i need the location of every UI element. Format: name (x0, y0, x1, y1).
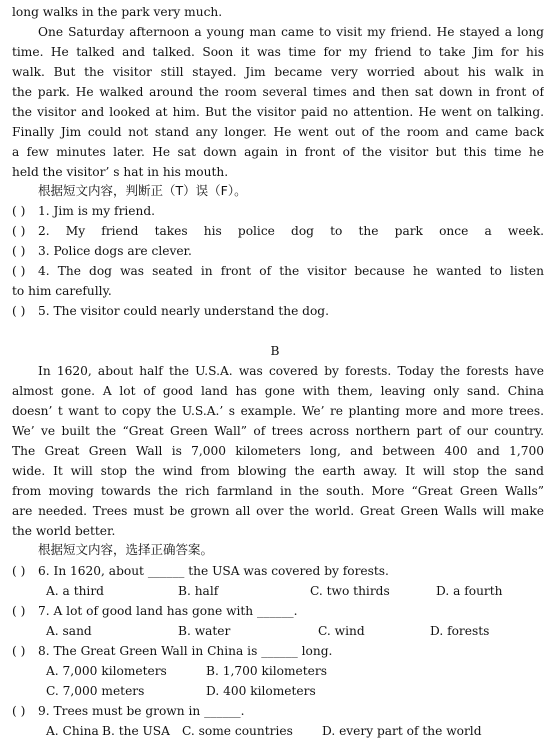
passage-b-line: doesn’ t want to copy the U.S.A.’ s example. We’ re planting more and more trees. (12, 404, 544, 418)
passage-a-line: held the visitor’ s hat in his mouth. (12, 165, 229, 179)
answer-blank[interactable]: ( ) (12, 304, 26, 318)
question-row (12, 701, 544, 721)
passage-b-line: from moving towards the rich farmland in the south. More “Great Green Walls” (12, 484, 544, 498)
passage-a-line: time. He talked and talked. Soon it was time for my friend to take Jim for his (12, 45, 544, 59)
passage-b-line: We’ ve built the “Great Green Wall” of trees across northern part of our country. (12, 424, 544, 438)
options-row (46, 681, 544, 701)
instruction-b: 根据短文内容，选择正确答案。 (38, 542, 214, 557)
option[interactable]: D. a fourth (436, 584, 503, 598)
passage-a-line: the park. He walked around the room several times and then sat down in front of (12, 85, 544, 99)
option[interactable]: C. two thirds (310, 584, 390, 598)
question-text: 7. A lot of good land has gone with ______. (38, 604, 298, 618)
passage-a-line: a few minutes later. He sat down again in front of the visitor but this time he (12, 145, 544, 159)
question-row (12, 301, 544, 321)
question-row (12, 261, 544, 281)
question-text: 5. The visitor could nearly understand the dog. (38, 304, 329, 318)
option[interactable]: B. 1,700 kilometers (206, 664, 327, 678)
question-row (12, 601, 544, 621)
option[interactable]: C. 7,000 meters (46, 684, 145, 698)
options-row (46, 721, 544, 741)
answer-blank[interactable]: ( ) (12, 604, 26, 618)
answer-blank[interactable]: ( ) (12, 224, 26, 238)
question-text: 8. The Great Green Wall in China is ______ long. (38, 644, 333, 658)
option[interactable]: B. water (178, 624, 231, 638)
passage-a-line: Finally Jim could not stand any longer. He went out of the room and came back (12, 125, 544, 139)
question-row (12, 201, 544, 221)
passage-b-line: are needed. Trees must be grown all over the world. Great Green Walls will make (12, 504, 544, 518)
question-text: 2. My friend takes his police dog to the park once a week. (38, 224, 544, 238)
question-continuation: to him carefully. (12, 284, 112, 298)
option[interactable]: D. forests (430, 624, 490, 638)
question-row (12, 561, 544, 581)
options-row (46, 621, 544, 641)
question-row (12, 641, 544, 661)
question-text: 9. Trees must be grown in ______. (38, 704, 245, 718)
passage-a-line: One Saturday afternoon a young man came to visit my friend. He stayed a long (38, 25, 544, 39)
passage-b-line: almost gone. A lot of good land has gone with them, leaving only sand. China (12, 384, 544, 398)
options-row (46, 581, 544, 601)
option[interactable]: B. half (178, 584, 219, 598)
question-text: 3. Police dogs are clever. (38, 244, 192, 258)
option[interactable]: A. 7,000 kilometers (46, 664, 167, 678)
passage-b-line: wide. It will stop the wind from blowing the earth away. It will stop the sand (12, 464, 544, 478)
passage-b-line: In 1620, about half the U.S.A. was covered by forests. Today the forests have (38, 364, 544, 378)
option[interactable]: D. 400 kilometers (206, 684, 316, 698)
answer-blank[interactable]: ( ) (12, 204, 26, 218)
option[interactable]: A. sand (46, 624, 92, 638)
instruction-a: 根据短文内容，判断正（T）误（F）。 (38, 183, 247, 198)
option[interactable]: C. some countries (182, 724, 293, 738)
passage-a-line: the visitor and looked at him. But the visitor paid no attention. He went on talking. (12, 105, 544, 119)
question-text: 4. The dog was seated in front of the visitor because he wanted to listen (38, 264, 544, 278)
passage-b-line: The Great Green Wall is 7,000 kilometers long, and between 400 and 1,700 (12, 444, 544, 458)
option[interactable]: C. wind (318, 624, 365, 638)
question-text: 1. Jim is my friend. (38, 204, 156, 218)
answer-blank[interactable]: ( ) (12, 264, 26, 278)
option[interactable]: A. a third (46, 584, 104, 598)
question-text: 6. In 1620, about ______ the USA was covered by forests. (38, 564, 389, 578)
question-row (12, 241, 544, 261)
option[interactable]: D. every part of the world (322, 724, 482, 738)
passage-a-line: long walks in the park very much. (12, 5, 223, 19)
answer-blank[interactable]: ( ) (12, 564, 26, 578)
section-b-label: B (270, 344, 280, 358)
passage-a-line: walk. But the visitor still stayed. Jim became very worried about his walk in (12, 65, 544, 79)
answer-blank[interactable]: ( ) (12, 244, 26, 258)
options-row (46, 661, 544, 681)
question-row (12, 221, 544, 241)
answer-blank[interactable]: ( ) (12, 644, 26, 658)
passage-b-line: the world better. (12, 524, 116, 538)
option[interactable]: A. China (46, 724, 99, 738)
option[interactable]: B. the USA (102, 724, 170, 738)
answer-blank[interactable]: ( ) (12, 704, 26, 718)
